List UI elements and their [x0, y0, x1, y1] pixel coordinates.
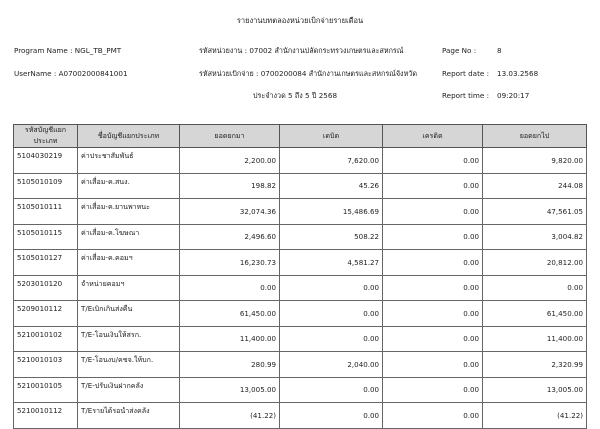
- debit-cell: 15,486.69: [280, 199, 383, 225]
- table-row: [14, 326, 587, 352]
- credit-cell: 0.00: [383, 301, 483, 327]
- account-name-cell: ค่าเสื่อม-ค.สนง.: [78, 173, 180, 199]
- balance-carried-forward-cell: 20,812.00: [483, 250, 587, 276]
- account-code-cell: 5105010127: [14, 250, 78, 276]
- program-name: Program Name : NGL_TB_PMT: [14, 46, 122, 55]
- header-balance-brought-forward: ยอดยกมา: [180, 125, 280, 148]
- balance-carried-forward-cell: (41.22): [483, 403, 587, 429]
- debit-cell: 2,040.00: [280, 352, 383, 378]
- balance-brought-forward-cell: 13,005.00: [180, 377, 280, 403]
- balance-carried-forward-cell: 13,005.00: [483, 377, 587, 403]
- report-time-label: Report time :: [442, 91, 490, 100]
- account-name-cell: T/E-ปรับเงินฝากคลัง: [78, 377, 180, 403]
- debit-cell: 0.00: [280, 377, 383, 403]
- table-row: [14, 173, 587, 199]
- account-code-cell: 5203010120: [14, 275, 78, 301]
- account-code-cell: 5210010103: [14, 352, 78, 378]
- account-code-cell: 5105010109: [14, 173, 78, 199]
- debit-cell: 45.26: [280, 173, 383, 199]
- account-code-cell: 5105010111: [14, 199, 78, 225]
- balance-carried-forward-cell: 9,820.00: [483, 148, 587, 174]
- table-row: [14, 377, 587, 403]
- debit-cell: 0.00: [280, 301, 383, 327]
- header-account-name: ชื่อบัญชีแยกประเภท: [78, 125, 180, 148]
- credit-cell: 0.00: [383, 377, 483, 403]
- debit-cell: 508.22: [280, 224, 383, 250]
- debit-cell: 0.00: [280, 326, 383, 352]
- account-name-cell: ค่าเสื่อม-ค.คอมฯ: [78, 250, 180, 276]
- header-balance-carried-forward: ยอดยกไป: [483, 125, 587, 148]
- report-date-label: Report date :: [442, 69, 490, 78]
- agency-code: รหัสหน่วยงาน : 07002 สำนักงานปลัดกระทรวงเกษตรและสหกรณ์: [199, 46, 404, 55]
- debit-cell: 0.00: [280, 275, 383, 301]
- balance-brought-forward-cell: 2,200.00: [180, 148, 280, 174]
- balance-carried-forward-cell: 2,320.99: [483, 352, 587, 378]
- debit-cell: 4,581.27: [280, 250, 383, 276]
- debit-cell: 0.00: [280, 403, 383, 429]
- credit-cell: 0.00: [383, 275, 483, 301]
- credit-cell: 0.00: [383, 224, 483, 250]
- table-row: [14, 224, 587, 250]
- account-name-cell: T/E-โอนงบ/คชจ.ให้บก.: [78, 352, 180, 378]
- balance-carried-forward-cell: 244.08: [483, 173, 587, 199]
- table-row: [14, 199, 587, 225]
- table-header-row: [14, 125, 587, 148]
- balance-brought-forward-cell: 280.99: [180, 352, 280, 378]
- report-date-value: 13.03.2568: [497, 69, 539, 78]
- balance-brought-forward-cell: 11,400.00: [180, 326, 280, 352]
- account-name-cell: T/E-โอนเงินให้สรก.: [78, 326, 180, 352]
- user-name: UserName : A07002000841001: [14, 69, 128, 78]
- header-debit: เดบิต: [280, 125, 383, 148]
- table-row: [14, 403, 587, 429]
- balance-brought-forward-cell: 61,450.00: [180, 301, 280, 327]
- balance-carried-forward-cell: 61,450.00: [483, 301, 587, 327]
- disbursing-unit: รหัสหน่วยเบิกจ่าย : 0700200084 สำนักงานเกษตรและสหกรณ์จังหวัด: [199, 69, 418, 78]
- table-row: [14, 352, 587, 378]
- table-row: [14, 275, 587, 301]
- account-name-cell: จำหน่ายคอมฯ: [78, 275, 180, 301]
- balance-brought-forward-cell: (41.22): [180, 403, 280, 429]
- debit-cell: 7,620.00: [280, 148, 383, 174]
- balance-carried-forward-cell: 47,561.05: [483, 199, 587, 225]
- credit-cell: 0.00: [383, 199, 483, 225]
- credit-cell: 0.00: [383, 326, 483, 352]
- credit-cell: 0.00: [383, 403, 483, 429]
- report-title: รายงานบทตลองหน่วยเบิกจ่ายรายเดือน: [236, 16, 364, 25]
- balance-carried-forward-cell: 0.00: [483, 275, 587, 301]
- page-no-value: 8: [497, 46, 502, 55]
- balance-carried-forward-cell: 3,004.82: [483, 224, 587, 250]
- balance-brought-forward-cell: 0.00: [180, 275, 280, 301]
- balance-brought-forward-cell: 198.82: [180, 173, 280, 199]
- account-name-cell: ค่าเสื่อม-ค.โฆษณา: [78, 224, 180, 250]
- account-code-cell: 5210010102: [14, 326, 78, 352]
- report-period: ประจำงวด 5 ถึง 5 ปี 2568: [253, 91, 338, 100]
- credit-cell: 0.00: [383, 173, 483, 199]
- account-code-cell: 5210010112: [14, 403, 78, 429]
- table-row: [14, 148, 587, 174]
- balance-brought-forward-cell: 2,496.60: [180, 224, 280, 250]
- trial-balance-table: [13, 124, 587, 429]
- report-time-value: 09:20:17: [497, 91, 530, 100]
- header-account-code: รหัสบัญชีแยกประเภท: [14, 125, 78, 148]
- credit-cell: 0.00: [383, 352, 483, 378]
- account-name-cell: ค่าประชาสัมพันธ์: [78, 148, 180, 174]
- account-code-cell: 5105010115: [14, 224, 78, 250]
- page-no-label: Page No :: [442, 46, 477, 55]
- account-code-cell: 5209010112: [14, 301, 78, 327]
- account-code-cell: 5104030219: [14, 148, 78, 174]
- account-name-cell: T/Eรายได้รอนำส่งคลัง: [78, 403, 180, 429]
- balance-brought-forward-cell: 32,074.36: [180, 199, 280, 225]
- account-name-cell: ค่าเสื่อม-ค.ยานพาหนะ: [78, 199, 180, 225]
- credit-cell: 0.00: [383, 148, 483, 174]
- balance-carried-forward-cell: 11,400.00: [483, 326, 587, 352]
- account-name-cell: T/Eเบิกเกินส่งคืน: [78, 301, 180, 327]
- account-code-cell: 5210010105: [14, 377, 78, 403]
- table-row: [14, 301, 587, 327]
- header-credit: เครดิต: [383, 125, 483, 148]
- balance-brought-forward-cell: 16,230.73: [180, 250, 280, 276]
- table-row: [14, 250, 587, 276]
- credit-cell: 0.00: [383, 250, 483, 276]
